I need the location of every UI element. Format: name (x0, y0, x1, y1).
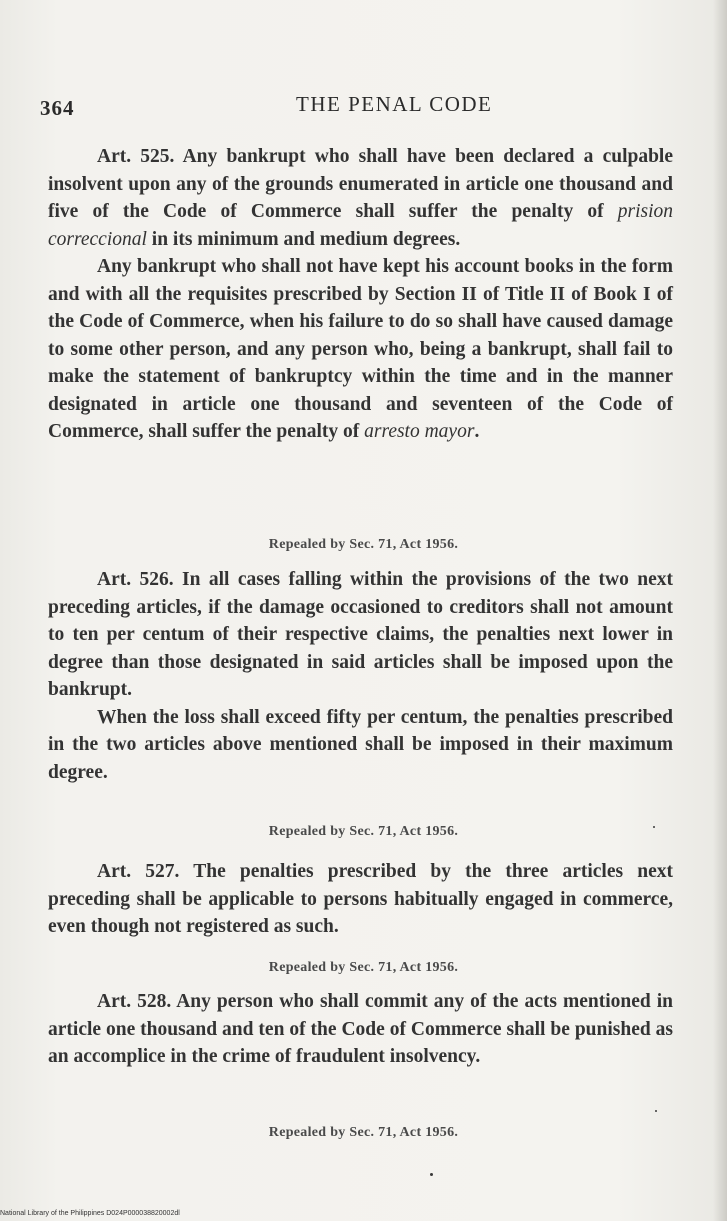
article-paragraph: When the loss shall exceed fifty per centum, the penalties prescribed in the two articles above mentioned shall be imposed in their maximum degree. (48, 706, 673, 783)
library-source-note: National Library of the Philippines D024P000038820002dl (0, 1210, 180, 1217)
article-number: Art. 528. (97, 991, 172, 1012)
page-number: 364 (40, 96, 75, 120)
article-paragraph: Art. 526. In all cases falling within the provisions of the two next preceding articles, if the damage occasioned to creditors shall not amount to ten per centum of their respective claims, the penalties next lower in degree than those designated in said articles shall be imposed upon the bankrupt. (48, 569, 674, 700)
scan-speck (655, 1110, 657, 1112)
running-head: THE PENAL CODE (296, 92, 493, 116)
article-number: Art. 525. (97, 146, 175, 167)
article-paragraph: Art. 527. The penalties prescribed by the three articles next preceding shall be applicable to persons habitually engaged in commerce, even though not registered as such. (48, 861, 673, 937)
page-header (40, 92, 680, 122)
scan-speck (653, 826, 655, 828)
article-paragraph: Art. 528. Any person who shall commit any of the acts mentioned in article one thousand and ten of the Code of Commerce shall be punished as an accomplice in the crime of fraudulent insolvency. (48, 991, 673, 1067)
repeal-note: Repealed by Sec. 71, Act 1956. (268, 1125, 459, 1140)
repeal-note: Repealed by Sec. 71, Act 1956. (268, 960, 459, 975)
article-527 (48, 858, 673, 941)
article-526 (48, 566, 673, 786)
italic-term: prision correccional (48, 201, 673, 250)
article-paragraph: Art. 525. Any bankrupt who shall have been declared a culpable insolvent upon any of the grounds enumerated in article one thousand and five of the Code of Commerce shall suffer the penalty of prision correccional in its minimum and medium degrees. (48, 146, 673, 250)
italic-term: arresto mayor (364, 421, 475, 442)
article-number: Art. 526. (97, 569, 174, 590)
repeal-note: Repealed by Sec. 71, Act 1956. (268, 824, 459, 839)
article-paragraph: Any bankrupt who shall not have kept his account books in the form and with all the requisites prescribed by Section II of Title II of Book I of the Code of Commerce, when his failure to do so shall have caused damage to some other person, and any person who, being a bankrupt, shall fail to make the statement of bankruptcy within the time and in the manner designated in article one thousand and seventeen of the Code of Commerce, shall suffer the penalty of arresto mayor. (48, 256, 673, 442)
article-528 (48, 988, 673, 1071)
page-edge-shadow (713, 0, 727, 1221)
scan-speck (430, 1173, 433, 1176)
repeal-note: Repealed by Sec. 71, Act 1956. (268, 537, 459, 552)
article-number: Art. 527. (97, 861, 180, 882)
article-525 (48, 143, 673, 446)
